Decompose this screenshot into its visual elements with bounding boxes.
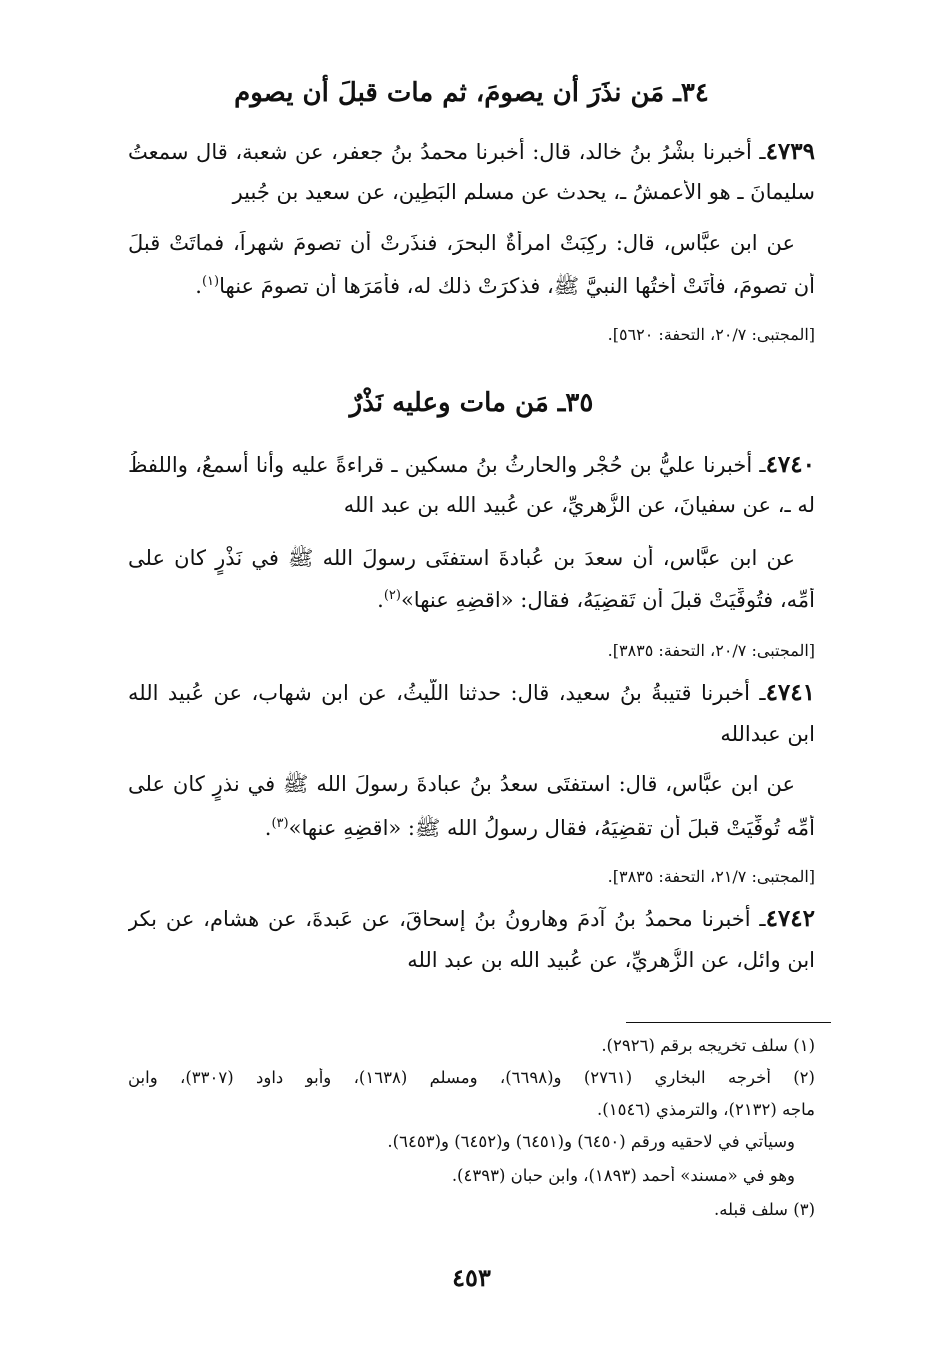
matn-text: أُمِّه، فتُوفِّيَتْ قبلَ أن تَقضِيَهُ، فقال: «اقضِهِ عنها» bbox=[400, 588, 815, 612]
period: . bbox=[264, 816, 272, 840]
hadith-4740-isnad-line-2: له ـ، عن سفيانَ، عن الزُّهريِّ، عن عُبيد الله بن عبد الله bbox=[343, 493, 815, 517]
hadith-number: ٤٧٤١ bbox=[765, 679, 815, 706]
footnote-2-line-4: وهو في «مسند» أحمد (١٨٩٣)، وابن حبان (٤٣٩٣). bbox=[451, 1166, 795, 1185]
footnote-3: (٣) سلف قبله. bbox=[713, 1200, 815, 1219]
hadith-4742-isnad-line-1 bbox=[128, 905, 815, 932]
hadith-4740-matn-line-1: عن ابن عبَّاس، أن سعدَ بن عُبادةَ استفتَى رسولَ الله ﷺ في نَذْرٍ كان على bbox=[128, 546, 795, 570]
isnad-text: ـ أخبرنا قتيبةُ بنُ سعيد، قال: حدثنا اللَّيثُ، عن ابن شهاب، عن عُبيد الله bbox=[128, 681, 766, 705]
hadith-4741-isnad-line-1 bbox=[128, 679, 815, 706]
hadith-4739-isnad-line-2: سليمانَ ـ هو الأعمشُ ـ، يحدث عن مسلمٍ البَطِين، عن سعيد بن جُبير bbox=[232, 180, 815, 204]
chapter-heading-34: ٣٤ـ مَن نذَرَ أن يصومَ، ثم مات قبلَ أن يصوم bbox=[234, 78, 709, 108]
hadith-4741-matn-line-2 bbox=[128, 815, 815, 846]
hadith-number: ٤٧٤٠ bbox=[765, 451, 815, 478]
isnad-text: ـ أخبرنا بشْرُ بنُ خالد، قال: أخبرنا محمدُ بنُ جعفر، عن شعبة، قال سمعتُ bbox=[128, 140, 766, 164]
hadith-4739-matn-line-1: عن ابن عبَّاس، قال: ركِبَتْ امرأةٌ البحرَ، فنذَرتْ أن تصومَ شهراً، فماتَتْ قبلَ bbox=[128, 231, 795, 255]
hadith-4741-isnad-line-2: ابن عبدالله bbox=[720, 722, 815, 746]
hadith-4739-isnad-line-1 bbox=[128, 138, 815, 165]
footnote-marker: (٢) bbox=[383, 588, 401, 603]
hadith-4741-reference: [المجتبى: ٢١/٧، التحفة: ٣٨٣٥]. bbox=[607, 867, 815, 886]
period: . bbox=[377, 588, 384, 612]
hadith-4740-matn-line-2 bbox=[128, 588, 815, 612]
hadith-4740-reference: [المجتبى: ٢٠/٧، التحفة: ٣٨٣٥]. bbox=[607, 641, 815, 660]
footnote-separator bbox=[626, 1022, 831, 1023]
hadith-4740-isnad-line-1 bbox=[128, 451, 815, 478]
footnote-marker: (١) bbox=[201, 274, 220, 289]
chapter-heading-35: ٣٥ـ مَن مات وعليه نَذْرٌ bbox=[349, 388, 594, 418]
period: . bbox=[195, 274, 202, 298]
footnote-1: (١) سلف تخريجه برقم (٢٩٢٦). bbox=[601, 1036, 815, 1055]
hadith-number: ٤٧٣٩ bbox=[765, 138, 815, 165]
page-number: ٤٥٣ bbox=[452, 1263, 491, 1292]
isnad-text: ـ أخبرنا عليُّ بن حُجْر والحارثُ بنُ مسكين ـ قراءةً عليه وأنا أسمعُ، واللفظُ bbox=[128, 453, 766, 477]
hadith-4739-matn-line-2 bbox=[128, 273, 815, 304]
footnote-marker: (٣) bbox=[271, 816, 289, 831]
footnote-2-line-1: (٢) أخرجه البخاري (٢٧٦١) و(٦٦٩٨)، ومسلم (١٦٣٨)، وأبو داود (٣٣٠٧)، وابن bbox=[128, 1068, 815, 1087]
hadith-4739-reference: [المجتبى: ٢٠/٧، التحفة: ٥٦٢٠]. bbox=[607, 325, 815, 344]
footnote-2-line-2: ماجه (٢١٣٢)، والترمذي (١٥٤٦). bbox=[597, 1100, 815, 1119]
isnad-text: ـ أخبرنا محمدُ بنُ آدمَ وهارونُ بنُ إسحاقَ، عن عَبدةَ، عن هشام، عن بكر bbox=[128, 907, 766, 931]
matn-text: أُمِّه تُوفِّيَتْ قبلَ أن تقضِيَهُ، فقال رسولُ الله ﷺ: «اقضِهِ عنها» bbox=[288, 816, 815, 840]
footnote-2-line-3: وسيأتي في لاحقيه ورقم (٦٤٥٠) و(٦٤٥١) و(٦٤٥٢) و(٦٤٥٣). bbox=[387, 1132, 795, 1151]
hadith-4741-matn-line-1: عن ابن عبَّاس، قال: استفتَى سعدُ بنُ عبادةَ رسولَ الله ﷺ في نذرٍ كان على bbox=[128, 772, 795, 796]
hadith-number: ٤٧٤٢ bbox=[765, 905, 815, 932]
hadith-4742-isnad-line-2: ابن وائل، عن الزُّهريِّ، عن عُبيد الله بن عبد الله bbox=[407, 948, 815, 972]
matn-text: أن تصومَ، فأتَتْ أختُها النبيَّ ﷺ، فذكرَتْ ذلك له، فأمَرَها أن تصومَ عنها bbox=[219, 274, 815, 298]
